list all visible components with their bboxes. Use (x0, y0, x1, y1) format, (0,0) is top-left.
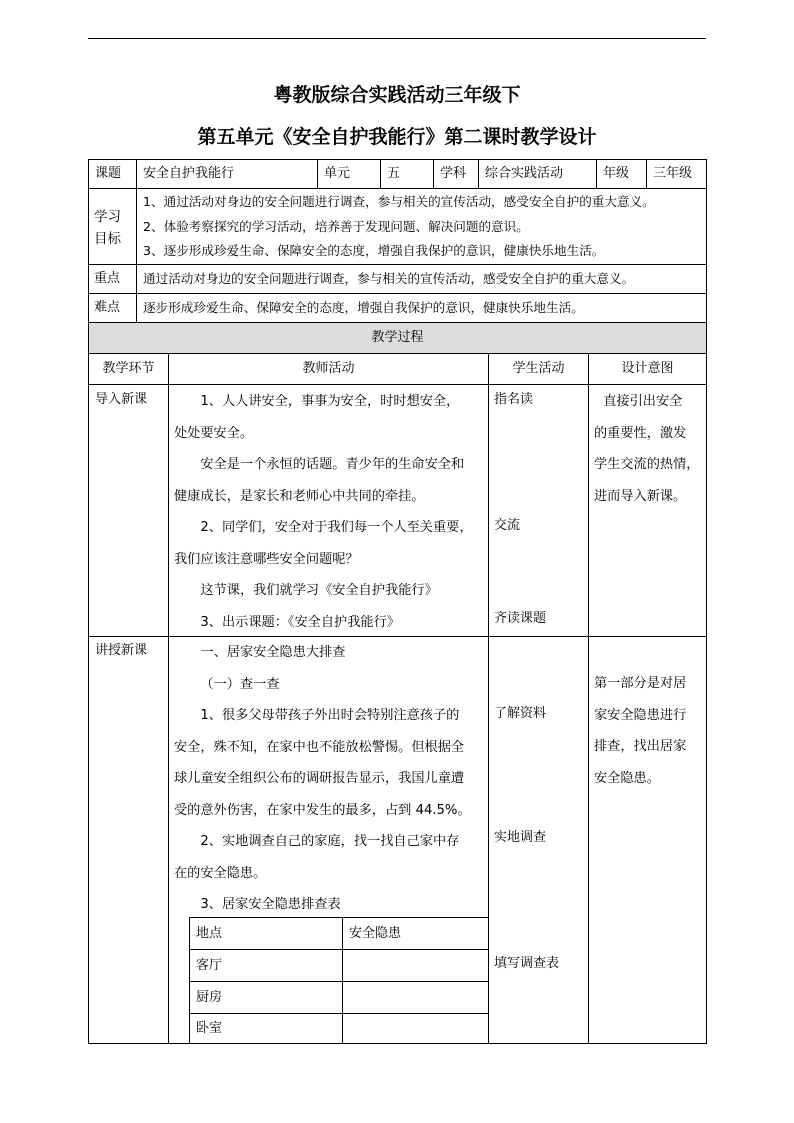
subject-value: 综合实践活动 (485, 166, 564, 181)
teacher-paragraph: 3、出示课题：《安全自护我能行》 (200, 614, 400, 630)
column-header-teacher: 教师活动 (302, 361, 355, 376)
document-title: 粤教版综合实践活动三年级下 (273, 84, 521, 106)
grade-label: 年级 (603, 166, 630, 181)
lesson-student-activity-1: 了解资料 (494, 706, 547, 721)
column-header-student: 学生活动 (512, 361, 565, 376)
intro-student-activity-1: 指名读 (494, 392, 534, 407)
topic-label: 课题 (95, 166, 122, 181)
teacher-paragraph: 1、人人讲安全，事事为安全，时时想安全， (200, 394, 460, 409)
process-header: 教学过程 (371, 330, 424, 345)
intro-student-activity-3: 齐读课题 (494, 611, 547, 626)
teacher-paragraph: 安全，殊不知，在家中也不能放松警惕。但根据全 (174, 739, 465, 755)
teacher-paragraph: 在的安全隐患。 (174, 865, 267, 881)
key-point-label: 重点 (94, 271, 121, 286)
objectives-list (137, 190, 706, 264)
teacher-paragraph: 一、居家安全隐患大排查 (200, 645, 346, 660)
intro-teacher-activity (169, 386, 488, 636)
header-rule (88, 38, 706, 39)
teacher-paragraph: 处处要安全。 (174, 425, 254, 441)
unit-label: 单元 (324, 166, 351, 181)
lesson-teacher-activity (169, 637, 488, 917)
objective-item: 2、体验考察探究的学习活动，培养善于发现问题、解决问题的意识。 (143, 218, 529, 234)
objective-item: 1、通过活动对身边的安全问题进行调查，参与相关的宣传活动，感受安全自护的重大意义。 (143, 194, 655, 209)
lesson-student-activity-2: 实地调查 (494, 830, 547, 845)
document-subtitle: 第五单元《安全自护我能行》第二课时教学设计 (197, 126, 597, 148)
teacher-paragraph: 安全是一个永恒的话题。青少年的生命安全和 (200, 457, 465, 472)
teacher-paragraph: 受的意外伤害，在家中发生的最多，占到 44.5%。 (174, 802, 471, 818)
hazard-table-row-input[interactable] (343, 950, 488, 981)
grade-value: 三年级 (653, 166, 693, 181)
intro-design-intent: 直接引出安全 的重要性，激发 学生交流的热情， 进而导入新课。 (594, 394, 700, 504)
teacher-paragraph: 健康成长，是家长和老师心中共同的牵挂。 (174, 488, 425, 504)
subject-label: 学科 (440, 166, 467, 181)
hazard-table-row-place: 卧室 (196, 1021, 223, 1036)
difficulty-text: 逐步形成珍爱生命、保障安全的态度，增强自我保护的意识，健康快乐地生活。 (143, 300, 584, 315)
objective-item: 3、逐步形成珍爱生命、保障安全的态度，增强自我保护的意识，健康快乐地生活。 (143, 243, 605, 258)
objectives-label: 学习 目标 (94, 209, 121, 247)
column-header-intent: 设计意图 (621, 361, 674, 376)
teacher-paragraph: 1、很多父母带孩子外出时会特别注意孩子的 (200, 708, 460, 723)
intro-stage: 导入新课 (95, 392, 148, 407)
intro-student-activity-2: 交流 (494, 518, 521, 533)
hazard-table-header-place: 地点 (196, 926, 223, 941)
teacher-paragraph: （一）查一查 (200, 676, 280, 692)
topic-value: 安全自护我能行 (143, 166, 235, 181)
teacher-paragraph: 球儿童安全组织公布的调研报告显示，我国儿童遭 (174, 771, 465, 786)
lesson-design-intent: 第一部分是对居 家安全隐患进行 排查，找出居家 安全隐患。 (594, 676, 687, 786)
hazard-table-row-place: 厨房 (196, 990, 223, 1005)
hazard-table-row-input[interactable] (343, 982, 488, 1013)
teacher-paragraph: 2、实地调查自己的家庭，找一找自己家中存 (200, 834, 460, 849)
column-header-stage: 教学环节 (102, 361, 155, 376)
unit-value: 五 (387, 166, 401, 181)
teacher-paragraph: 我们应该注意哪些安全问题呢？ (174, 551, 359, 567)
difficulty-label: 难点 (94, 300, 121, 315)
key-point-text: 通过活动对身边的安全问题进行调查，参与相关的宣传活动，感受安全自护的重大意义。 (143, 271, 635, 286)
lesson-stage: 讲授新课 (95, 643, 148, 658)
teacher-paragraph: 2、同学们，安全对于我们每一个人至关重要， (200, 520, 473, 535)
teacher-paragraph: 这节课，我们就学习《安全自护我能行》 (200, 583, 438, 598)
lesson-student-activity-3: 填写调查表 (494, 956, 560, 971)
hazard-table-row-place: 客厅 (196, 958, 223, 973)
hazard-table-row-input[interactable] (343, 1014, 488, 1043)
teacher-paragraph: 3、居家安全隐患排查表 (200, 897, 341, 912)
hazard-table-header-hazard: 安全隐患 (349, 926, 402, 941)
